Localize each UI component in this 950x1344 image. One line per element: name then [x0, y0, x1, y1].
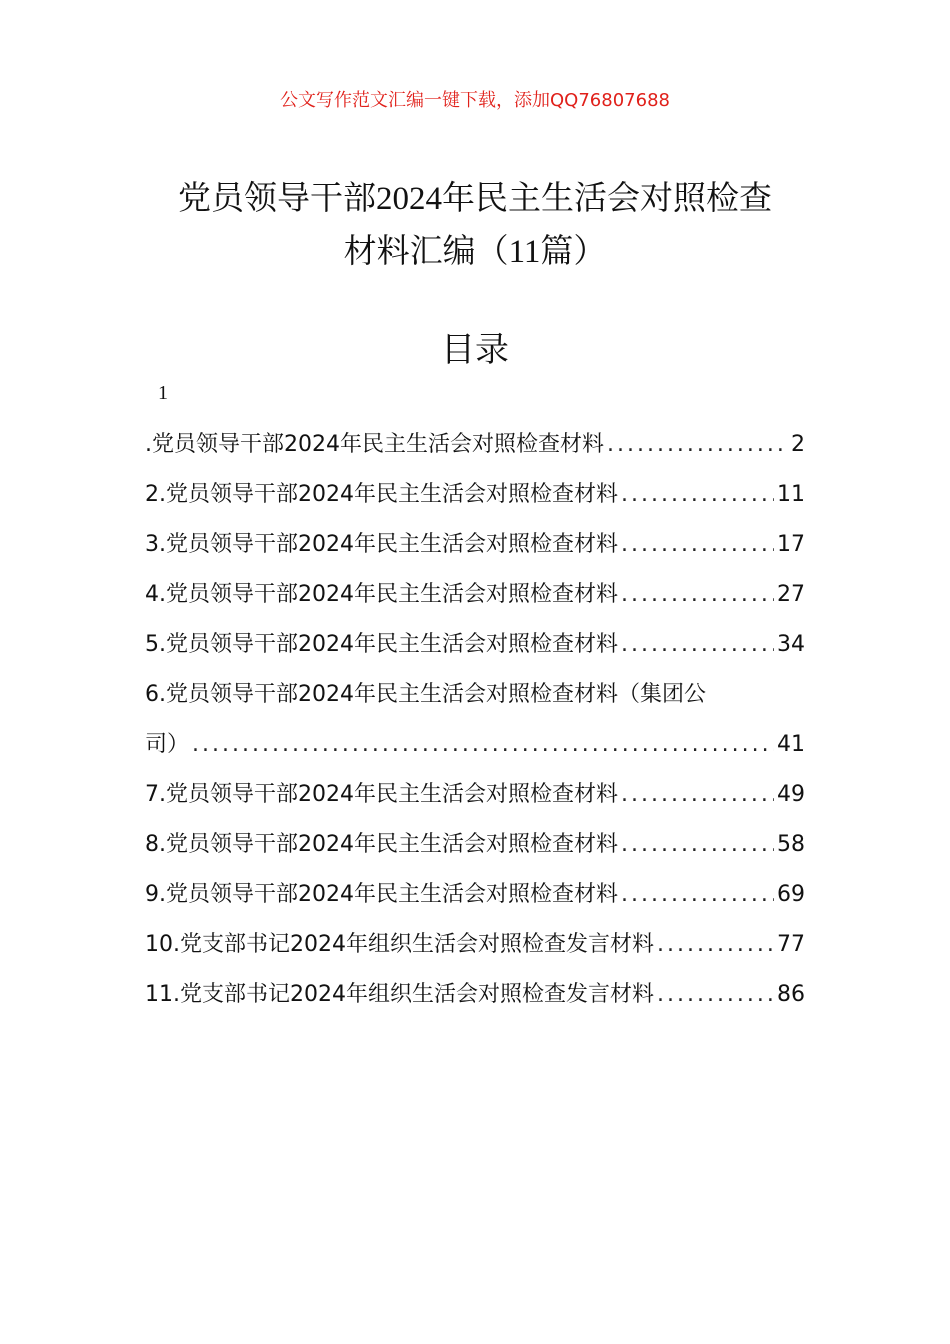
toc-leader-dots [621, 570, 774, 620]
toc-first-number: 1 [158, 382, 168, 404]
toc-leader-dots [657, 970, 774, 1020]
toc-entry-label: 7.党员领导干部2024年民主生活会对照检查材料 [145, 782, 618, 807]
toc-entry-page: 58 [777, 832, 805, 857]
toc-entry-page: 34 [777, 632, 805, 657]
toc-entry-label: 3.党员领导干部2024年民主生活会对照检查材料 [145, 532, 618, 557]
toc-leader-dots [621, 470, 774, 520]
promo-banner: 公文写作范文汇编一键下载，添加QQ76807688 [280, 90, 670, 111]
toc-leader-dots [621, 870, 774, 920]
toc-entry-3[interactable] [145, 520, 805, 570]
toc-entry-label: 2.党员领导干部2024年民主生活会对照检查材料 [145, 482, 618, 507]
toc-entry-label: 6.党员领导干部2024年民主生活会对照检查材料（集团公 [145, 682, 706, 707]
toc-entry-11[interactable] [145, 970, 805, 1020]
toc-entry-label: 11.党支部书记2024年组织生活会对照检查发言材料 [145, 982, 654, 1007]
toc-entry-page: 41 [777, 732, 805, 757]
toc-entry-page: 86 [777, 982, 805, 1007]
toc-entry-2[interactable] [145, 470, 805, 520]
toc-entry-10[interactable] [145, 920, 805, 970]
toc-entry-label: 4.党员领导干部2024年民主生活会对照检查材料 [145, 582, 618, 607]
toc-entry-page: 69 [777, 882, 805, 907]
toc-leader-dots [657, 920, 774, 970]
toc-leader-dots [621, 520, 774, 570]
toc-entry-7[interactable] [145, 770, 805, 820]
toc-entry-1[interactable] [145, 420, 805, 470]
toc-entry-page: 11 [777, 482, 805, 507]
toc-entry-label: 8.党员领导干部2024年民主生活会对照检查材料 [145, 832, 618, 857]
toc-entry-5[interactable] [145, 620, 805, 670]
toc-entry-page: 77 [777, 932, 805, 957]
toc-entry-6[interactable] [145, 670, 805, 770]
toc-entry-9[interactable] [145, 870, 805, 920]
table-of-contents [145, 420, 805, 1020]
document-title [125, 172, 825, 278]
toc-entry-label: 10.党支部书记2024年组织生活会对照检查发言材料 [145, 932, 654, 957]
toc-leader-dots [621, 820, 774, 870]
toc-entry-page: 2 [791, 432, 805, 457]
toc-entry-label: .党员领导干部2024年民主生活会对照检查材料 [145, 432, 604, 457]
toc-entry-label-cont: 司） [145, 732, 190, 757]
toc-leader-dots [607, 420, 788, 470]
toc-entry-page: 49 [777, 782, 805, 807]
title-line-2: 材料汇编（11篇） [343, 231, 607, 270]
toc-leader-dots [621, 770, 774, 820]
toc-entry-label: 9.党员领导干部2024年民主生活会对照检查材料 [145, 882, 618, 907]
title-line-1: 党员领导干部2024年民主生活会对照检查 [178, 178, 772, 217]
toc-leader-dots [621, 620, 774, 670]
toc-entry-8[interactable] [145, 820, 805, 870]
toc-leader-dots [192, 720, 774, 770]
toc-heading: 目录 [441, 330, 509, 370]
toc-entry-page: 17 [777, 532, 805, 557]
toc-entry-label: 5.党员领导干部2024年民主生活会对照检查材料 [145, 632, 618, 657]
toc-entry-page: 27 [777, 582, 805, 607]
toc-entry-4[interactable] [145, 570, 805, 620]
